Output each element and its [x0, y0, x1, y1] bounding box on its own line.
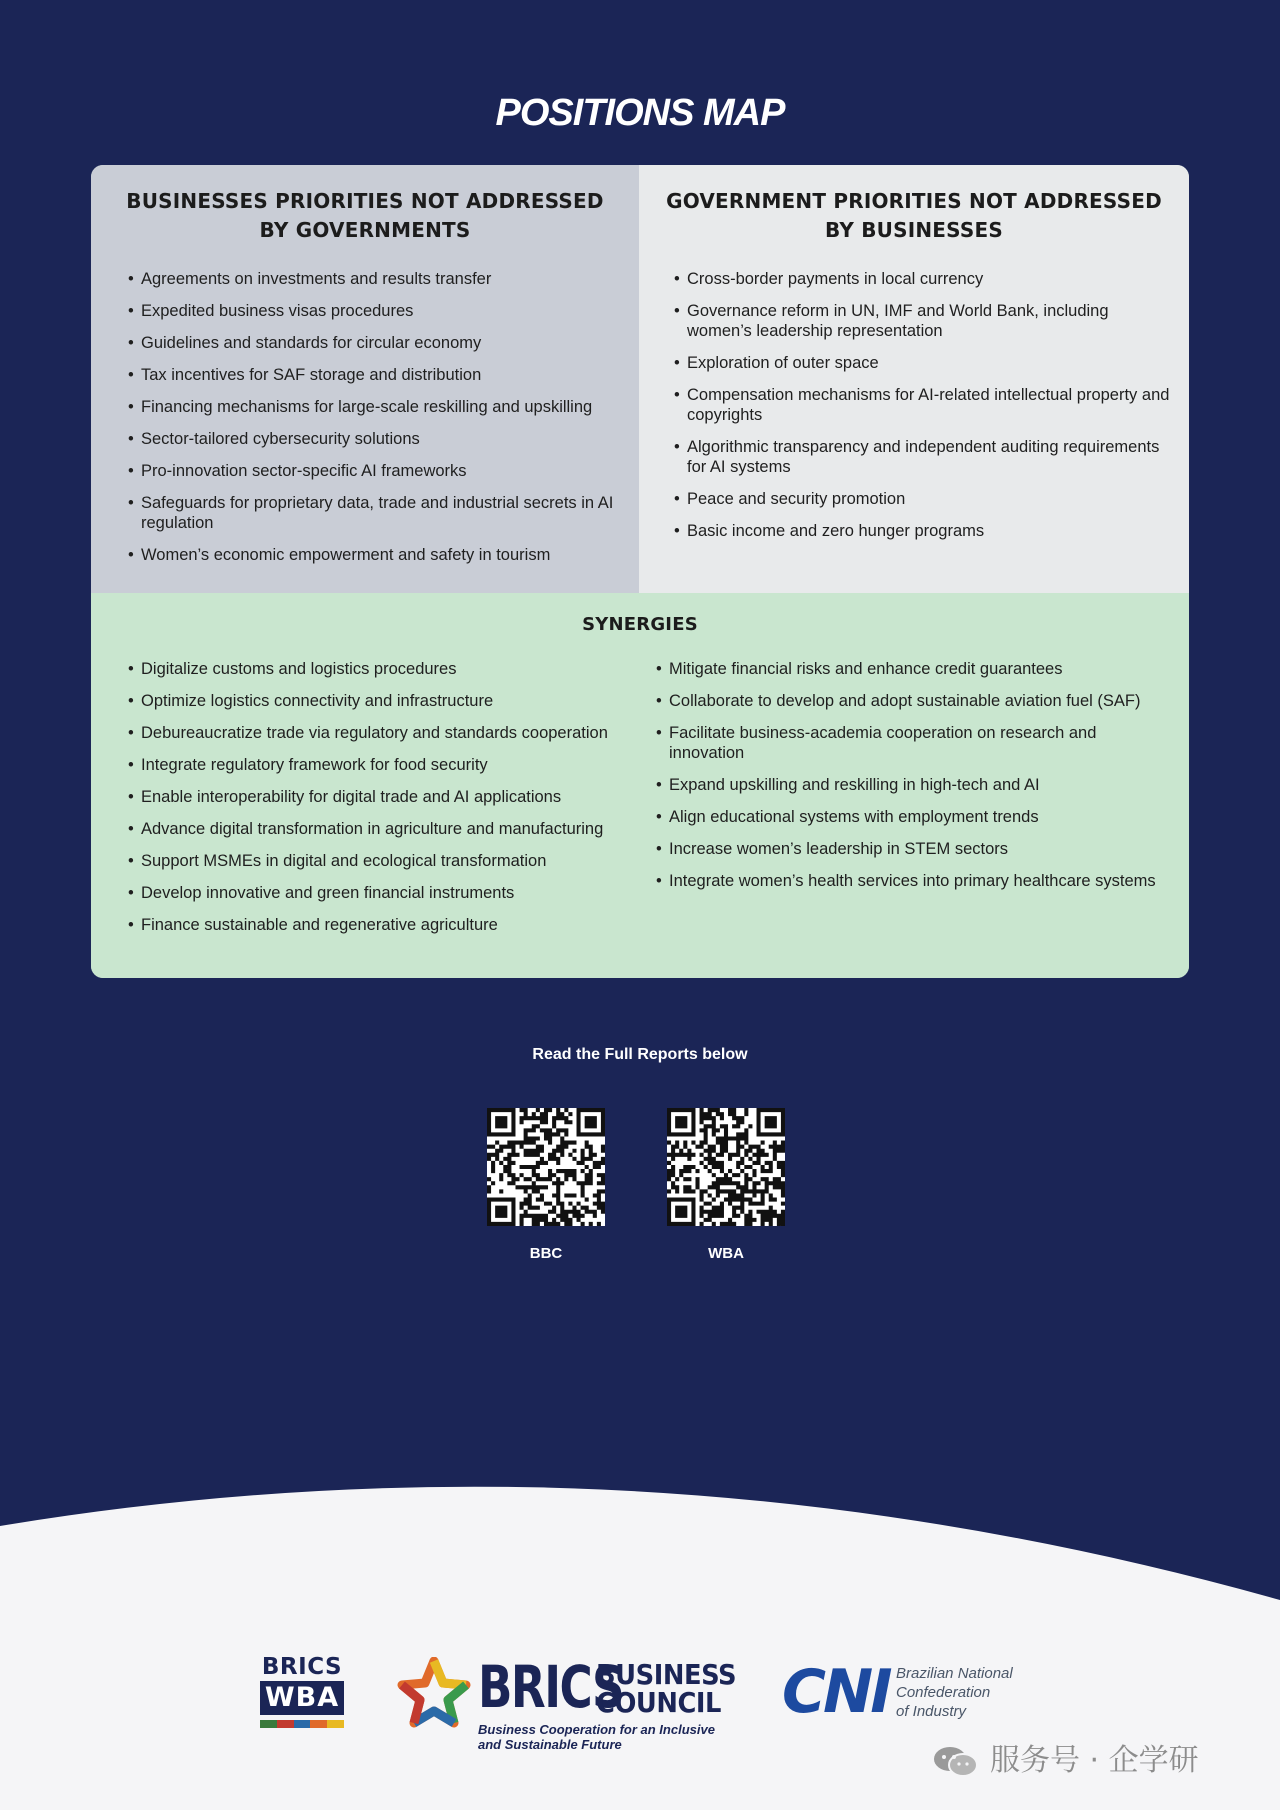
list-item: • Support MSMEs in digital and ecological transformation	[128, 851, 628, 871]
bbc-logo-business: BUSINESS	[596, 1658, 737, 1691]
list-item: • Algorithmic transparency and independent auditing requirements for AI systems	[674, 437, 1174, 477]
list-item: • Safeguards for proprietary data, trade and industrial secrets in AI regulation	[128, 493, 628, 533]
synergies-heading: SYNERGIES	[582, 614, 698, 635]
watermark-text: 服务号 · 企学研	[990, 1743, 1199, 1778]
brics-wba-logo	[260, 1655, 344, 1728]
list-item: • Basic income and zero hunger programs	[674, 521, 1174, 541]
cni-line-1: Brazilian National	[896, 1665, 1013, 1682]
bbc-logo-business-council	[596, 1658, 737, 1719]
synergies-left-list	[128, 659, 628, 947]
list-item: • Increase women’s leadership in STEM sectors	[656, 839, 1171, 859]
reports-heading: Read the Full Reports below	[532, 1046, 748, 1063]
brics-wba-logo-box: WBA	[260, 1681, 344, 1715]
list-item: • Debureaucratize trade via regulatory and standards cooperation	[128, 723, 628, 743]
list-item: • Develop innovative and green financial instruments	[128, 883, 628, 903]
list-item: • Pro-innovation sector-specific AI frameworks	[128, 461, 628, 481]
bbc-logo-brics: BRICS	[478, 1653, 623, 1721]
bbc-logo-council: COUNCIL	[596, 1686, 721, 1719]
list-item: • Digitalize customs and logistics procedures	[128, 659, 628, 679]
qr-pattern	[667, 1108, 785, 1226]
business-priorities-list	[128, 269, 628, 577]
brics-wba-logo-top: BRICS	[261, 1654, 343, 1680]
cni-logo-text	[896, 1664, 1013, 1721]
list-item: • Collaborate to develop and adopt sustainable aviation fuel (SAF)	[656, 691, 1171, 711]
synergies-panel	[91, 593, 1189, 978]
list-item: • Exploration of outer space	[674, 353, 1174, 373]
stripe-segment	[294, 1720, 311, 1728]
stripe-segment	[277, 1720, 294, 1728]
wechat-icon	[932, 1746, 980, 1778]
watermark	[932, 1740, 1262, 1782]
stripe-segment	[260, 1720, 277, 1728]
government-priorities-list	[674, 269, 1174, 553]
bbc-tagline-1: Business Cooperation for an Inclusive	[478, 1722, 715, 1737]
list-item: • Expand upskilling and reskilling in high-tech and AI	[656, 775, 1171, 795]
list-item: • Agreements on investments and results transfer	[128, 269, 628, 289]
list-item: • Expedited business visas procedures	[128, 301, 628, 321]
qr-label-wba: WBA	[708, 1245, 744, 1262]
page-title: POSITIONS MAP	[495, 92, 785, 134]
brics-wba-stripe	[260, 1720, 344, 1728]
list-item: • Integrate regulatory framework for food security	[128, 755, 628, 775]
government-priorities-panel	[639, 165, 1189, 593]
list-item: • Enable interoperability for digital trade and AI applications	[128, 787, 628, 807]
list-item: • Optimize logistics connectivity and infrastructure	[128, 691, 628, 711]
bbc-logo-tagline	[478, 1722, 715, 1752]
qr-code-wba-link[interactable]	[666, 1108, 786, 1262]
cni-line-2: Confederation	[896, 1684, 991, 1701]
list-item: • Guidelines and standards for circular economy	[128, 333, 628, 353]
cni-line-3: of Industry	[896, 1703, 967, 1720]
list-item: • Facilitate business-academia cooperation on research and innovation	[656, 723, 1171, 763]
business-priorities-panel	[91, 165, 639, 593]
qr-code-icon[interactable]	[487, 1108, 605, 1226]
qr-code-icon[interactable]	[667, 1108, 785, 1226]
list-item: • Peace and security promotion	[674, 489, 1174, 509]
list-item: • Tax incentives for SAF storage and distribution	[128, 365, 628, 385]
qr-code-bbc-link[interactable]	[486, 1108, 606, 1262]
positions-map	[91, 165, 1189, 978]
list-item: • Cross-border payments in local currency	[674, 269, 1174, 289]
list-item: • Advance digital transformation in agriculture and manufacturing	[128, 819, 628, 839]
list-item: • Financing mechanisms for large-scale reskilling and upskilling	[128, 397, 628, 417]
list-item: • Governance reform in UN, IMF and World Bank, including women’s leadership representation	[674, 301, 1174, 341]
list-item: • Sector-tailored cybersecurity solutions	[128, 429, 628, 449]
list-item: • Align educational systems with employment trends	[656, 807, 1171, 827]
qr-pattern	[487, 1108, 605, 1226]
synergies-right-list	[656, 659, 1171, 903]
list-item: • Mitigate financial risks and enhance credit guarantees	[656, 659, 1171, 679]
list-item: • Compensation mechanisms for AI-related intellectual property and copyrights	[674, 385, 1174, 425]
cni-logo	[782, 1657, 1042, 1730]
stripe-segment	[310, 1720, 327, 1728]
brics-business-council-logo	[396, 1655, 736, 1755]
list-item: • Women’s economic empowerment and safety in tourism	[128, 545, 628, 565]
government-priorities-heading: GOVERNMENT PRIORITIES NOT ADDRESSED BY BUSINESSES	[666, 189, 1162, 242]
qr-label-bbc: BBC	[529, 1245, 563, 1262]
star-emblem-icon	[396, 1657, 472, 1733]
list-item: • Finance sustainable and regenerative agriculture	[128, 915, 628, 935]
stripe-segment	[327, 1720, 344, 1728]
list-item: • Integrate women’s health services into primary healthcare systems	[656, 871, 1171, 891]
business-priorities-heading: BUSINESSES PRIORITIES NOT ADDRESSED BY GOVERNMENTS	[126, 189, 604, 242]
cni-logo-mark: CNI	[782, 1657, 890, 1727]
bbc-tagline-2: and Sustainable Future	[478, 1737, 622, 1752]
